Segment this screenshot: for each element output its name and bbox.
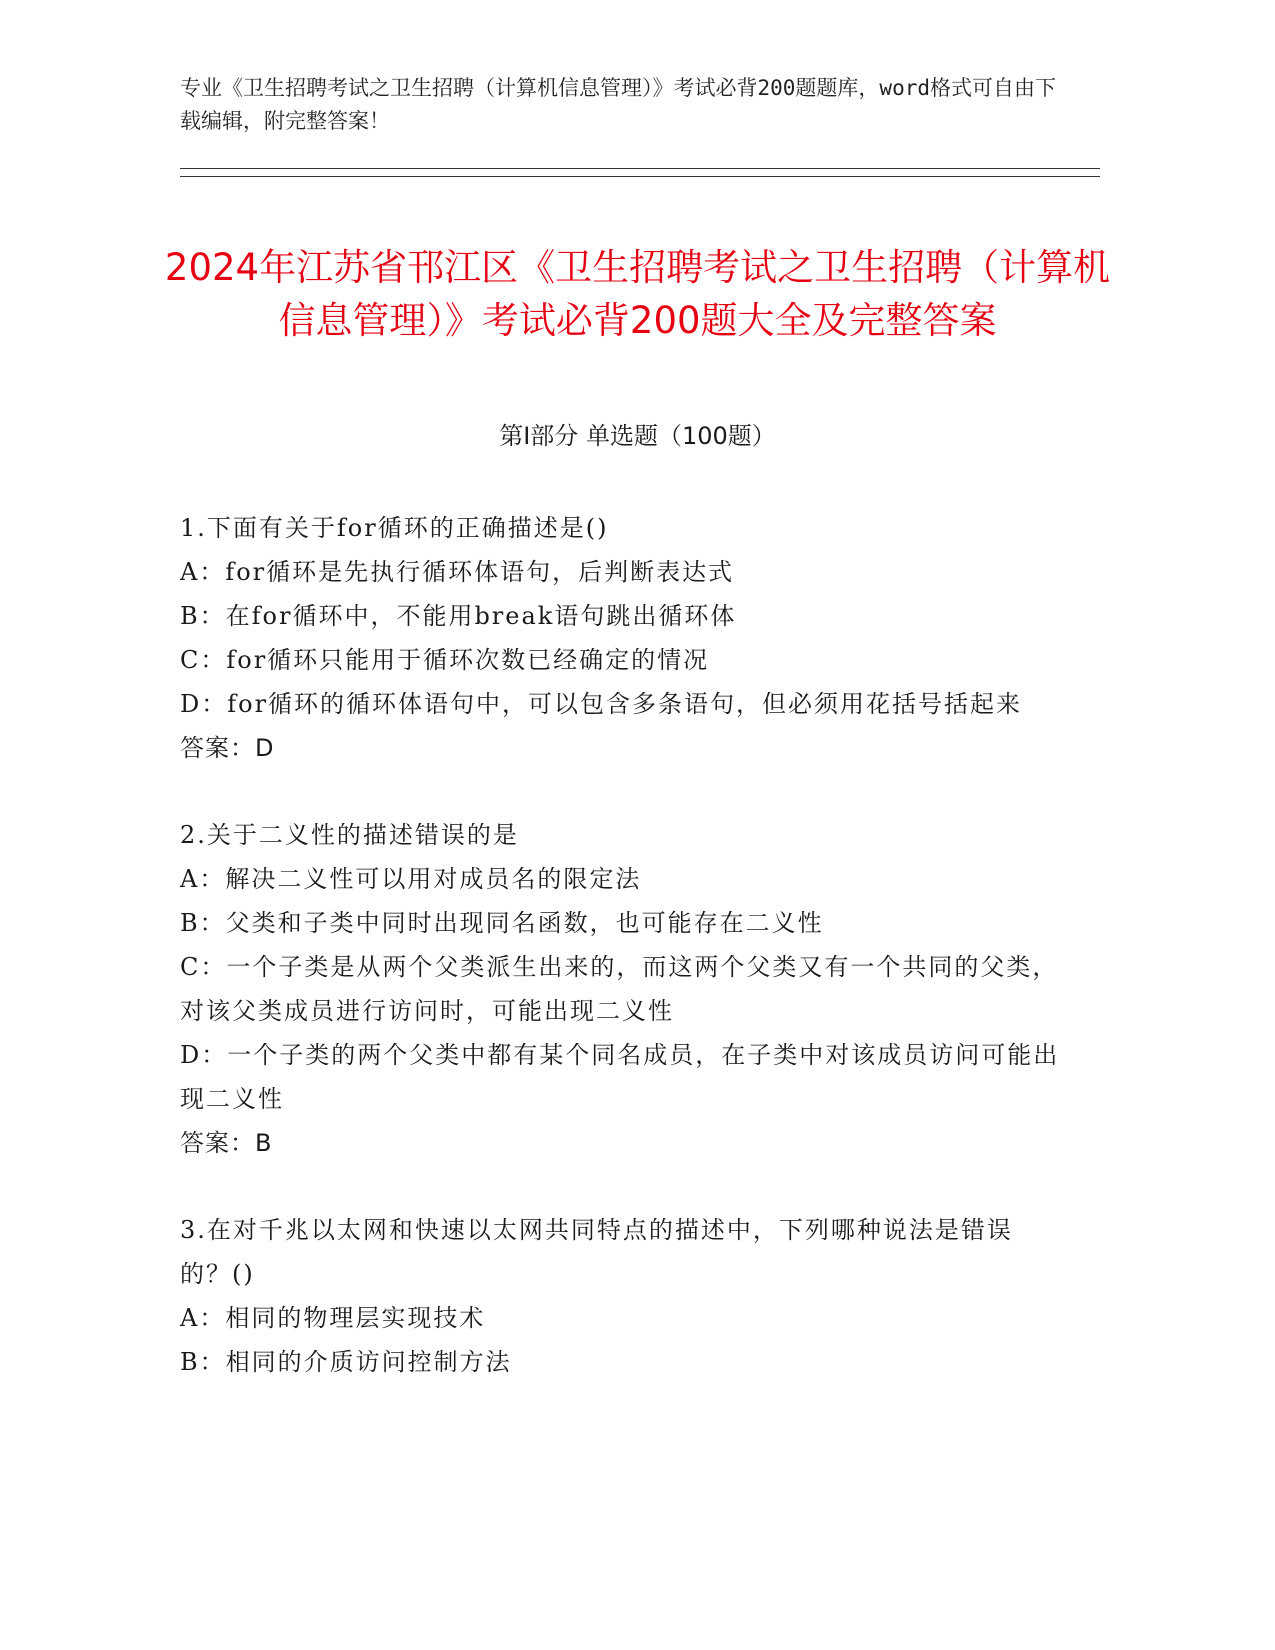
question-2 [180, 813, 1060, 1165]
option-a: A：for循环是先执行循环体语句，后判断表达式 [180, 558, 735, 586]
option-a: A：相同的物理层实现技术 [180, 1304, 486, 1332]
option-d: D：for循环的循环体语句中，可以包含多条语句，但必须用花括号括起来 [180, 690, 1023, 718]
option-d: D：一个子类的两个父类中都有某个同名成员，在子类中对该成员访问可能出现二义性 [180, 1041, 1060, 1113]
question-stem: 1.下面有关于for循环的正确描述是() [180, 514, 609, 542]
question-3 [180, 1208, 1060, 1384]
option-b: B：父类和子类中同时出现同名函数，也可能存在二义性 [180, 909, 824, 937]
document-title: 2024年江苏省邗江区《卫生招聘考试之卫生招聘（计算机信息管理）》考试必背200题大全及完整答案 [164, 245, 1111, 342]
answer: 答案：B [180, 1129, 273, 1157]
question-stem: 2.关于二义性的描述错误的是 [180, 821, 519, 849]
section-title: 第Ⅰ部分 单选题（100题） [499, 422, 776, 450]
question-list [180, 506, 1060, 1427]
question-1 [180, 506, 1060, 770]
answer: 答案：D [180, 734, 275, 762]
header-divider-bottom [180, 176, 1100, 177]
question-stem: 3.在对千兆以太网和快速以太网共同特点的描述中，下列哪种说法是错误的？() [180, 1216, 1013, 1288]
option-c: C：一个子类是从两个父类派生出来的，而这两个父类又有一个共同的父类，对该父类成员进行访问时，可能出现二义性 [180, 953, 1059, 1025]
header-divider-top [180, 168, 1100, 169]
option-b: B：在for循环中，不能用break语句跳出循环体 [180, 602, 737, 630]
header-note: 专业《卫生招聘考试之卫生招聘（计算机信息管理）》考试必背200题题库，word格式可自由下载编辑，附完整答案！ [180, 76, 1056, 133]
option-a: A：解决二义性可以用对成员名的限定法 [180, 865, 642, 893]
option-c: C：for循环只能用于循环次数已经确定的情况 [180, 646, 710, 674]
option-b: B：相同的介质访问控制方法 [180, 1348, 512, 1376]
